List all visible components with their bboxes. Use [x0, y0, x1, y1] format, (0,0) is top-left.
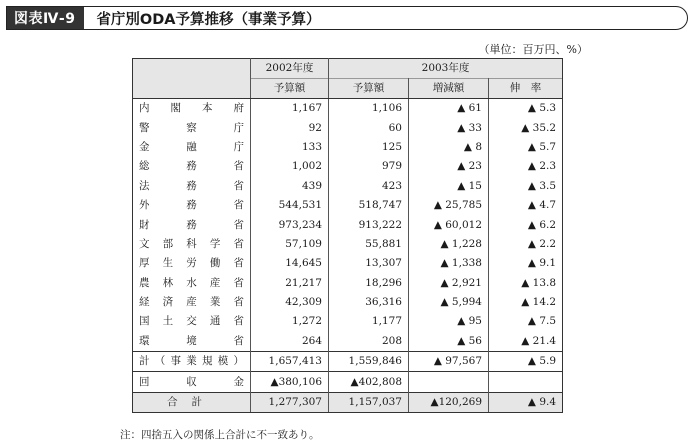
budget-2003-cell: 55,881 [329, 235, 409, 254]
table-row [133, 99, 563, 119]
growth-cell: ▲ 35.2 [489, 118, 563, 137]
budget-2002-cell: 1,002 [251, 157, 329, 176]
header-budget-2002: 予算額 [251, 79, 329, 99]
ministry-name: 金融庁 [133, 138, 251, 157]
change-cell: ▲ 8 [409, 138, 489, 157]
growth-cell: ▲ 5.7 [489, 138, 563, 157]
growth-cell: ▲ 9.4 [489, 392, 563, 412]
table-row [133, 274, 563, 293]
change-cell: ▲ 1,228 [409, 235, 489, 254]
budget-2003-cell: 13,307 [329, 254, 409, 273]
budget-2002-cell: 14,645 [251, 254, 329, 273]
budget-2002-cell: 42,309 [251, 293, 329, 312]
header-corner [133, 59, 251, 99]
ministry-name: 財務省 [133, 215, 251, 234]
growth-cell: ▲ 9.1 [489, 254, 563, 273]
header-row-years [133, 59, 563, 79]
table-row [133, 312, 563, 331]
budget-2003-cell: 1,177 [329, 312, 409, 331]
growth-cell: ▲ 2.2 [489, 235, 563, 254]
budget-2003-cell: ▲402,808 [329, 372, 409, 392]
growth-cell [489, 372, 563, 392]
table-row [133, 196, 563, 215]
budget-2002-cell: 1,272 [251, 312, 329, 331]
ministry-name: 環境省 [133, 332, 251, 352]
change-cell: ▲ 1,338 [409, 254, 489, 273]
change-cell: ▲ 25,785 [409, 196, 489, 215]
table-row [133, 372, 563, 392]
budget-2002-cell: 21,217 [251, 274, 329, 293]
budget-2003-cell: 1,559,846 [329, 352, 409, 372]
change-cell: ▲ 33 [409, 118, 489, 137]
table-row [133, 293, 563, 312]
growth-cell: ▲ 21.4 [489, 332, 563, 352]
budget-2002-cell: 1,277,307 [251, 392, 329, 412]
change-cell: ▲ 2,921 [409, 274, 489, 293]
budget-2003-cell: 36,316 [329, 293, 409, 312]
ministry-name: 合計 [133, 392, 251, 412]
table-row [133, 118, 563, 137]
header-budget-2003: 予算額 [329, 79, 409, 99]
ministry-name: 警察庁 [133, 118, 251, 137]
figure-label: 図表Ⅳ-9 [7, 7, 84, 29]
ministry-name: 文部科学省 [133, 235, 251, 254]
budget-2003-cell: 18,296 [329, 274, 409, 293]
ministry-name: 計（事業規模） [133, 352, 251, 372]
table-row [133, 392, 563, 412]
budget-2003-cell: 60 [329, 118, 409, 137]
budget-2002-cell: 544,531 [251, 196, 329, 215]
ministry-name: 厚生労働省 [133, 254, 251, 273]
budget-2002-cell: ▲380,106 [251, 372, 329, 392]
budget-2003-cell: 518,747 [329, 196, 409, 215]
table-row [133, 177, 563, 196]
budget-2003-cell: 125 [329, 138, 409, 157]
growth-cell: ▲ 13.8 [489, 274, 563, 293]
table-row [133, 235, 563, 254]
change-cell: ▲ 60,012 [409, 215, 489, 234]
growth-cell: ▲ 3.5 [489, 177, 563, 196]
change-cell: ▲ 23 [409, 157, 489, 176]
growth-cell: ▲ 4.7 [489, 196, 563, 215]
budget-2002-cell: 133 [251, 138, 329, 157]
footnote: 注：四捨五入の関係上合計に不一致あり。 [120, 429, 320, 441]
ministry-name: 総務省 [133, 157, 251, 176]
ministry-name: 国土交通省 [133, 312, 251, 331]
change-cell: ▲ 15 [409, 177, 489, 196]
change-cell: ▲ 95 [409, 312, 489, 331]
unit-label: （単位：百万円、%） [478, 43, 588, 56]
budget-2002-cell: 973,234 [251, 215, 329, 234]
table-row [133, 215, 563, 234]
oda-budget-table [132, 58, 563, 413]
table-row [133, 254, 563, 273]
change-cell: ▲120,269 [409, 392, 489, 412]
change-cell: ▲ 61 [409, 99, 489, 119]
header-growth: 伸 率 [489, 79, 563, 99]
ministry-name: 内閣本府 [133, 99, 251, 119]
budget-2003-cell: 913,222 [329, 215, 409, 234]
header-change: 増減額 [409, 79, 489, 99]
header-year-2003: 2003年度 [329, 59, 563, 79]
header-year-2002: 2002年度 [251, 59, 329, 79]
budget-2002-cell: 92 [251, 118, 329, 137]
growth-cell: ▲ 14.2 [489, 293, 563, 312]
ministry-name: 外務省 [133, 196, 251, 215]
table-row [133, 138, 563, 157]
change-cell [409, 372, 489, 392]
budget-2002-cell: 439 [251, 177, 329, 196]
growth-cell: ▲ 6.2 [489, 215, 563, 234]
change-cell: ▲ 5,994 [409, 293, 489, 312]
budget-2003-cell: 1,106 [329, 99, 409, 119]
ministry-name: 農林水産省 [133, 274, 251, 293]
growth-cell: ▲ 5.9 [489, 352, 563, 372]
budget-2003-cell: 208 [329, 332, 409, 352]
budget-2002-cell: 57,109 [251, 235, 329, 254]
budget-2002-cell: 1,657,413 [251, 352, 329, 372]
figure-title-bar [6, 6, 688, 30]
table-row [133, 157, 563, 176]
budget-2003-cell: 423 [329, 177, 409, 196]
table-row [133, 352, 563, 372]
change-cell: ▲ 97,567 [409, 352, 489, 372]
change-cell: ▲ 56 [409, 332, 489, 352]
budget-2003-cell: 1,157,037 [329, 392, 409, 412]
ministry-name: 法務省 [133, 177, 251, 196]
budget-2003-cell: 979 [329, 157, 409, 176]
ministry-name: 回収金 [133, 372, 251, 392]
budget-2002-cell: 264 [251, 332, 329, 352]
growth-cell: ▲ 7.5 [489, 312, 563, 331]
budget-2002-cell: 1,167 [251, 99, 329, 119]
table-row [133, 332, 563, 352]
figure-title: 省庁別ODA予算推移（事業予算） [96, 11, 321, 28]
ministry-name: 経済産業省 [133, 293, 251, 312]
growth-cell: ▲ 5.3 [489, 99, 563, 119]
table-body [133, 99, 563, 413]
growth-cell: ▲ 2.3 [489, 157, 563, 176]
